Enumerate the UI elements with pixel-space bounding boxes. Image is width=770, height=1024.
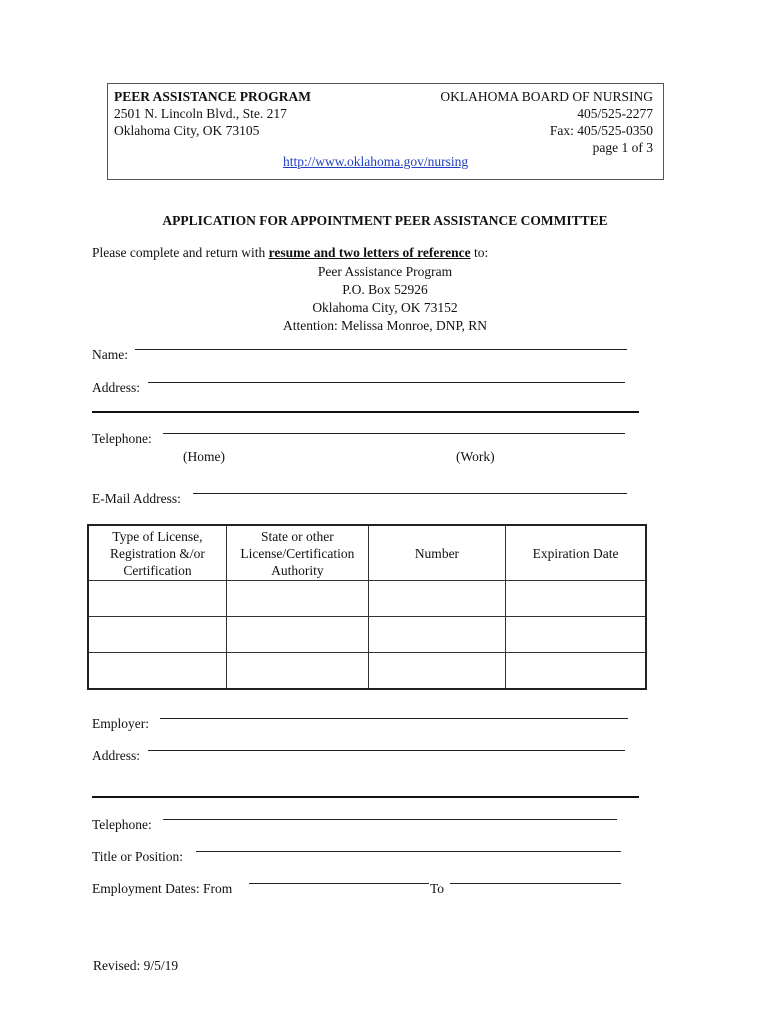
- home-label: (Home): [183, 449, 225, 464]
- org-address-line1: 2501 N. Lincoln Blvd., Ste. 217: [114, 106, 287, 121]
- page-indicator: page 1 of 3: [592, 140, 653, 155]
- address-field[interactable]: [148, 381, 625, 383]
- authority-cell[interactable]: [226, 653, 368, 690]
- expiration-cell[interactable]: [506, 617, 646, 653]
- return-address-line: Peer Assistance Program: [317, 264, 453, 279]
- form-title: APPLICATION FOR APPOINTMENT PEER ASSISTANCE COMMITTEE: [162, 213, 608, 228]
- table-row: [88, 653, 646, 690]
- instructions-suffix: to:: [470, 245, 489, 260]
- instructions: [92, 245, 488, 261]
- telephone-label: Telephone:: [92, 431, 152, 446]
- authority-cell[interactable]: [226, 581, 368, 617]
- expiration-cell[interactable]: [506, 581, 646, 617]
- work-label: (Work): [456, 449, 495, 464]
- employment-dates-label: Employment Dates: From: [92, 881, 233, 896]
- board-phone: 405/525-2277: [577, 106, 653, 121]
- title-position-field[interactable]: [196, 850, 621, 852]
- number-cell[interactable]: [368, 617, 505, 653]
- return-address-line: P.O. Box 52926: [342, 282, 428, 297]
- header-box: [107, 83, 664, 180]
- name-label: Name:: [92, 347, 128, 362]
- revised-date: Revised: 9/5/19: [93, 958, 179, 973]
- column-header-expiration: Expiration Date: [506, 525, 646, 581]
- license-type-cell[interactable]: [88, 581, 226, 617]
- employer-telephone-field[interactable]: [163, 818, 617, 820]
- title-position-label: Title or Position:: [92, 849, 184, 864]
- board-name: OKLAHOMA BOARD OF NURSING: [440, 89, 653, 104]
- license-type-cell[interactable]: [88, 617, 226, 653]
- license-table: [87, 524, 647, 690]
- employer-telephone-label: Telephone:: [92, 817, 152, 832]
- column-header-license-type: Type of License, Registration &/or Certification: [88, 525, 226, 581]
- address-line-2[interactable]: [92, 411, 639, 413]
- employer-label: Employer:: [92, 716, 149, 731]
- email-field[interactable]: [193, 492, 627, 494]
- instructions-prefix: Please complete and return with: [92, 245, 269, 260]
- employer-address-field[interactable]: [148, 749, 625, 751]
- instructions-emphasis: resume and two letters of reference: [268, 245, 471, 260]
- number-cell[interactable]: [368, 653, 505, 690]
- name-field[interactable]: [135, 348, 627, 350]
- authority-cell[interactable]: [226, 617, 368, 653]
- org-address-line2: Oklahoma City, OK 73105: [114, 123, 260, 138]
- table-row: [88, 581, 646, 617]
- return-address-line: Attention: Melissa Monroe, DNP, RN: [283, 318, 487, 333]
- expiration-cell[interactable]: [506, 653, 646, 690]
- employer-address-line-2[interactable]: [92, 796, 639, 798]
- org-name: PEER ASSISTANCE PROGRAM: [114, 89, 312, 104]
- employment-to-field[interactable]: [450, 882, 621, 884]
- column-header-authority: State or other License/Certification Authority: [226, 525, 368, 581]
- email-label: E-Mail Address:: [92, 491, 181, 506]
- column-header-number: Number: [368, 525, 505, 581]
- return-address-line: Oklahoma City, OK 73152: [312, 300, 458, 315]
- board-fax: Fax: 405/525-0350: [549, 123, 653, 138]
- telephone-field[interactable]: [163, 432, 625, 434]
- employer-address-label: Address:: [92, 748, 140, 763]
- number-cell[interactable]: [368, 581, 505, 617]
- address-label: Address:: [92, 380, 140, 395]
- employment-to-label: To: [430, 881, 445, 896]
- employer-field[interactable]: [160, 717, 628, 719]
- return-address: [0, 263, 770, 335]
- employment-from-field[interactable]: [249, 882, 429, 884]
- table-row: [88, 617, 646, 653]
- website-link[interactable]: http://www.oklahoma.gov/nursing: [283, 154, 469, 169]
- license-table-header-row: [88, 525, 646, 581]
- license-type-cell[interactable]: [88, 653, 226, 690]
